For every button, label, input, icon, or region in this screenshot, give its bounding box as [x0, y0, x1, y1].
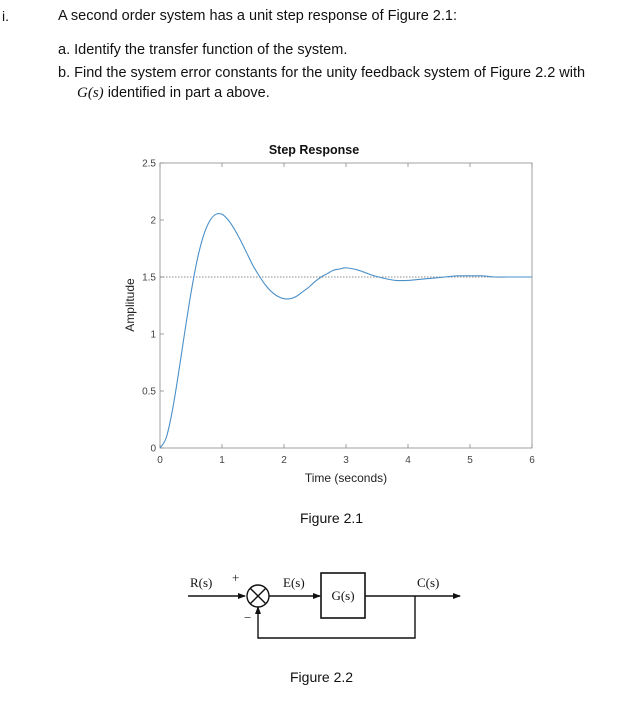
- y-tick-label: 0: [150, 443, 156, 455]
- y-tick-label: 2.5: [142, 158, 156, 170]
- question-intro: A second order system has a unit step response of Figure 2.1:: [58, 8, 457, 24]
- x-tick-label: 2: [281, 455, 287, 466]
- x-tick-label: 4: [405, 455, 411, 466]
- y-axis-label: Amplitude: [123, 278, 137, 332]
- figure-2-1-caption: Figure 2.1: [300, 510, 364, 526]
- minus-sign: −: [244, 610, 252, 625]
- x-tick-label: 6: [529, 455, 535, 466]
- question-part-a: a. Identify the transfer function of the system.: [58, 42, 348, 58]
- transfer-function-symbol: G(s): [77, 85, 104, 101]
- part-b-tail: identified in part a above.: [103, 85, 270, 101]
- plus-sign: +: [232, 570, 240, 585]
- y-tick-label: 2: [150, 215, 156, 227]
- input-label: R(s): [190, 575, 213, 590]
- x-tick-label: 1: [219, 455, 225, 466]
- y-tick-label: 1.5: [142, 272, 156, 284]
- summing-junction: [247, 585, 269, 607]
- x-tick-label: 5: [467, 455, 473, 466]
- error-label: E(s): [283, 575, 305, 590]
- plant-block-label: G(s): [331, 588, 355, 603]
- y-tick-label: 0.5: [142, 386, 156, 398]
- figure-2-2-caption: Figure 2.2: [290, 669, 354, 685]
- output-label: C(s): [417, 575, 440, 590]
- plot-area: [160, 163, 532, 448]
- question-number: i.: [2, 8, 9, 24]
- x-tick-label: 0: [157, 455, 163, 466]
- question-part-b: b. Find the system error constants for the unity feedback system of Figure 2.2 with: [58, 65, 586, 81]
- chart-title: Step Response: [268, 143, 360, 157]
- x-axis-label: Time (seconds): [304, 471, 388, 485]
- block-diagram: [0, 560, 628, 680]
- x-tick-label: 3: [343, 455, 349, 466]
- y-tick-label: 1: [150, 329, 156, 341]
